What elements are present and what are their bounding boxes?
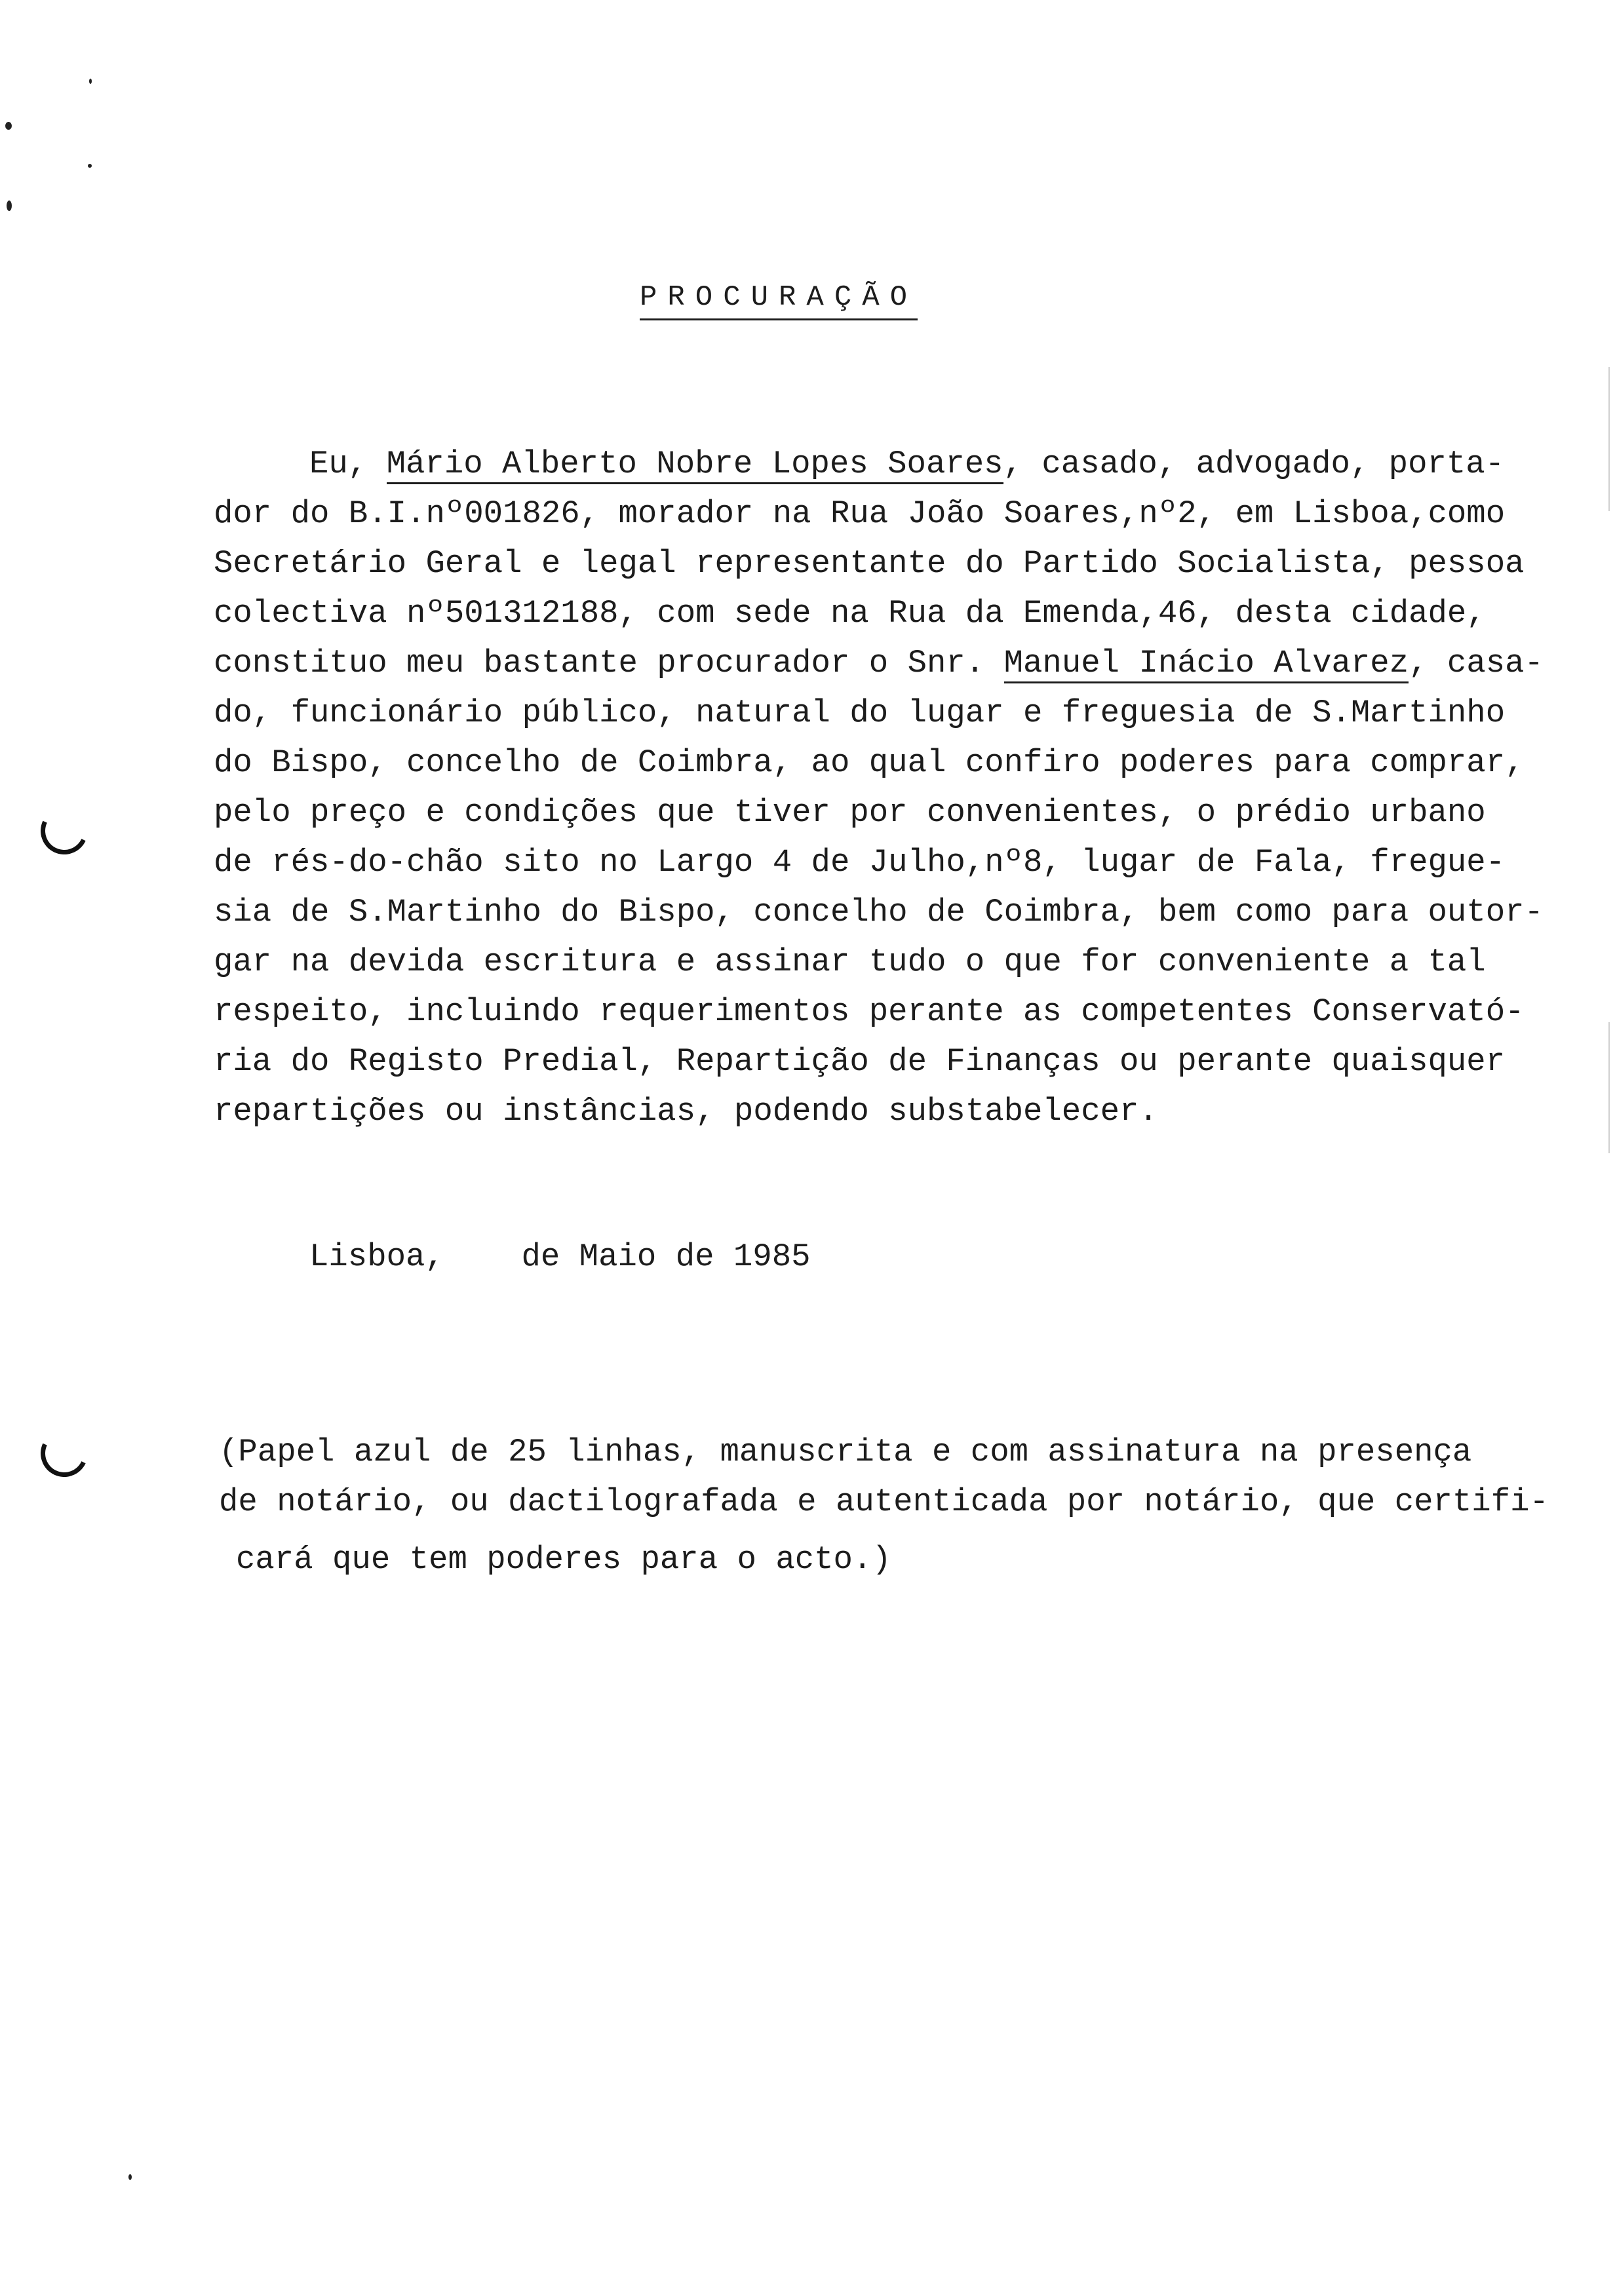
paragraph-line-1 — [309, 444, 1504, 484]
paragraph-line-3: Secretário Geral e legal representante do Partido Socialista, pessoa — [214, 545, 1525, 582]
paragraph-line-10: sia de S.Martinho do Bispo, concelho de Coimbra, bem como para outor- — [214, 894, 1544, 930]
punch-hole-mark-top — [34, 801, 94, 861]
speck-mark — [128, 2174, 132, 2180]
paragraph-line-5 — [214, 643, 1544, 683]
date-line: Lisboa, de Maio de 1985 — [309, 1238, 811, 1275]
paragraph-line-4: colectiva nº501312188, com sede na Rua da Emenda,46, desta cidade, — [214, 595, 1486, 632]
paragraph-line-text: Eu, — [309, 446, 387, 482]
paragraph-line-14: repartições ou instâncias, podendo substabelecer. — [214, 1093, 1158, 1130]
punch-hole-mark-bottom — [34, 1423, 94, 1483]
page-edge-shadow — [1608, 367, 1610, 511]
note-line-1: (Papel azul de 25 linhas, manuscrita e com assinatura na presença — [219, 1434, 1472, 1470]
paragraph-line-text: , casa- — [1409, 645, 1544, 681]
paragraph-line-text: constituo meu bastante procurador o Snr. — [214, 645, 1004, 681]
document-title: PROCURAÇÃO — [640, 278, 918, 320]
paragraph-line-12: respeito, incluindo requerimentos perante as competentes Conservató- — [214, 993, 1525, 1030]
paragraph-line-13: ria do Registo Predial, Repartição de Finanças ou perante quaisquer — [214, 1043, 1506, 1080]
note-line-2: de notário, ou dactilografada e autenticada por notário, que certifi- — [219, 1483, 1549, 1520]
paragraph-line-7: do Bispo, concelho de Coimbra, ao qual confiro poderes para comprar, — [214, 744, 1525, 781]
speck-mark — [5, 122, 12, 130]
page-edge-shadow — [1608, 1022, 1610, 1153]
paragraph-line-6: do, funcionário público, natural do lugar e freguesia de S.Martinho — [214, 695, 1506, 731]
speck-mark — [7, 201, 12, 211]
grantor-name: Mário Alberto Nobre Lopes Soares — [387, 446, 1003, 484]
attorney-name: Manuel Inácio Alvarez — [1004, 645, 1409, 683]
paragraph-line-11: gar na devida escritura e assinar tudo o que for conveniente a tal — [214, 944, 1486, 980]
paragraph-line-9: de rés-do-chão sito no Largo 4 de Julho,nº8, lugar de Fala, fregue- — [214, 844, 1506, 881]
speck-mark — [88, 164, 92, 168]
paragraph-line-8: pelo preço e condições que tiver por convenientes, o prédio urbano — [214, 794, 1486, 831]
paragraph-line-text: , casado, advogado, porta- — [1003, 446, 1505, 482]
speck-mark — [89, 79, 92, 84]
paragraph-line-2: dor do B.I.nº001826, morador na Rua João Soares,nº2, em Lisboa,como — [214, 495, 1506, 532]
note-line-3: cará que tem poderes para o acto.) — [236, 1541, 891, 1578]
